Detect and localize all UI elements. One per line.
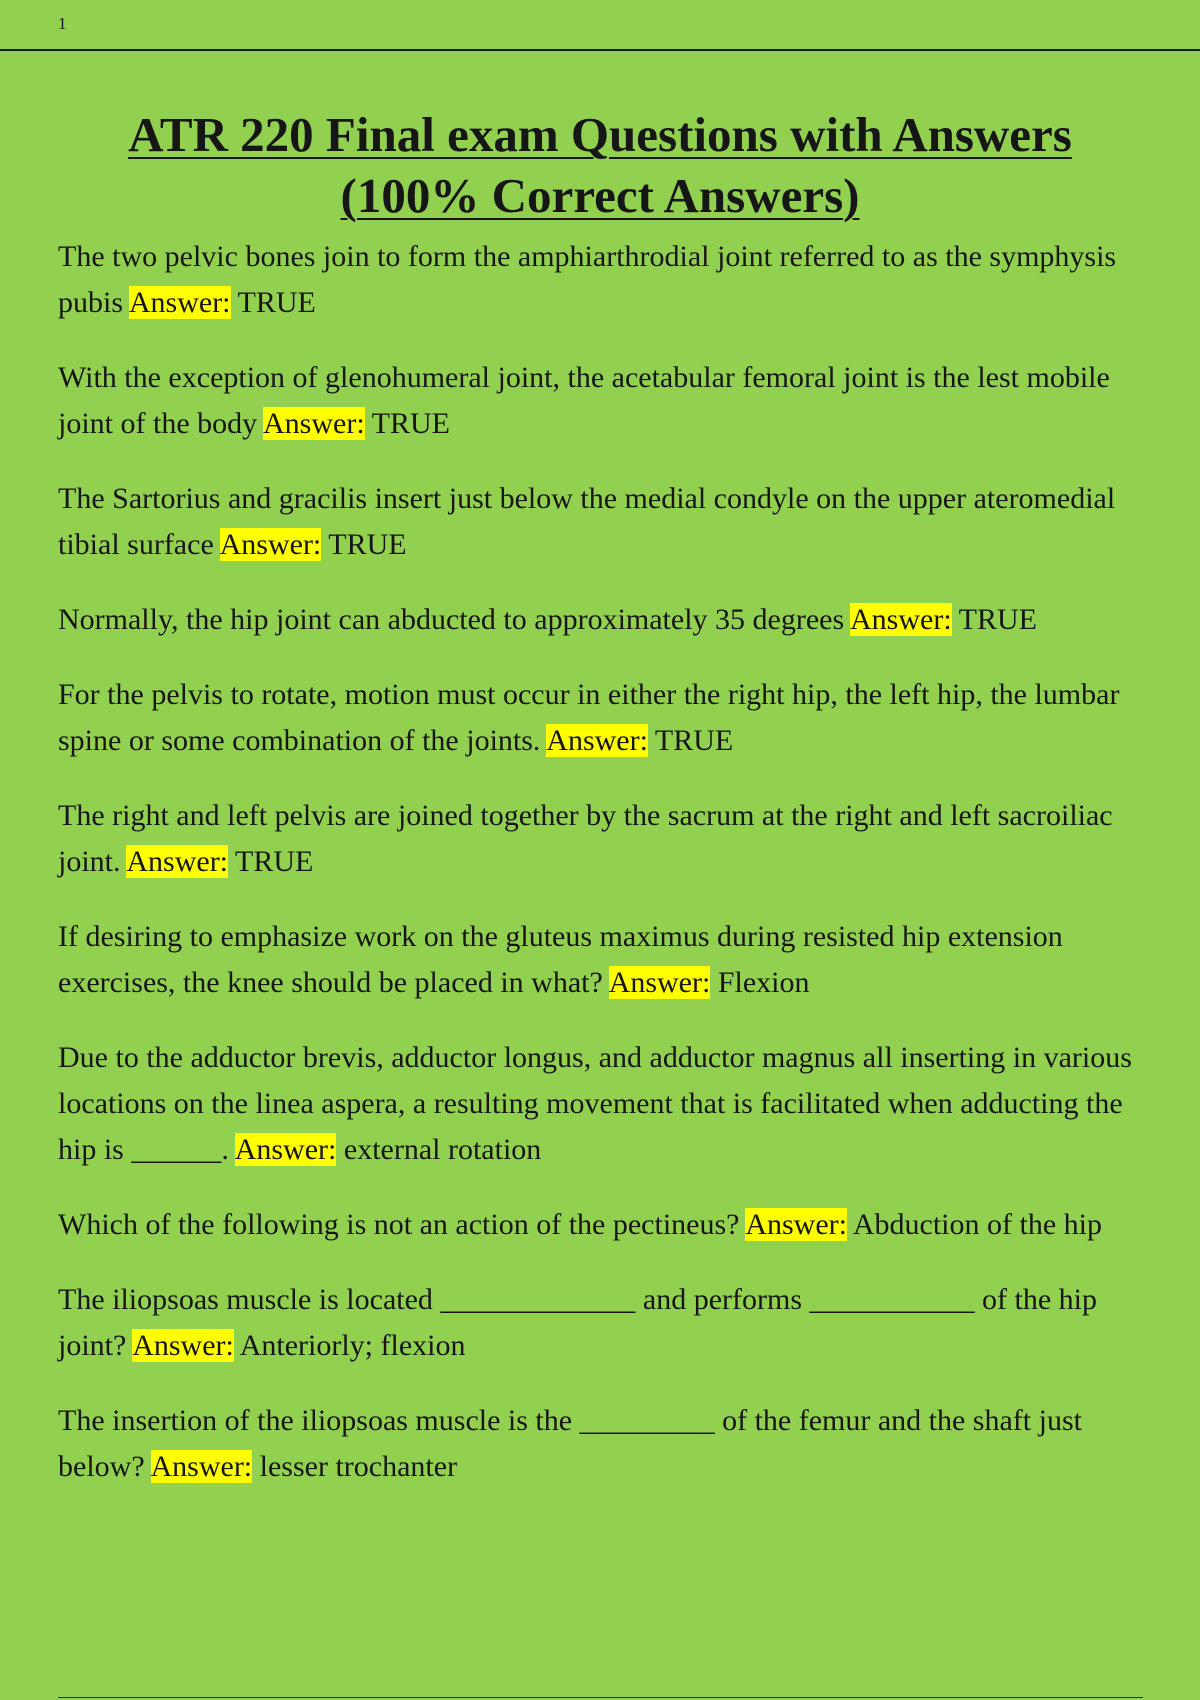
answer-label: Answer: — [219, 528, 322, 561]
question-text: With the exception of glenohumeral joint, the acetabular femoral joint is the lest mobile joint of the body — [58, 361, 1110, 440]
qa-item — [58, 914, 1138, 1006]
answer-label: Answer: — [128, 286, 231, 319]
answer-text: TRUE — [237, 286, 316, 319]
answer-label: Answer: — [745, 1208, 847, 1241]
answer-label: Answer: — [234, 1133, 337, 1166]
qa-item — [58, 476, 1138, 568]
question-text: Normally, the hip joint can abducted to approximately 35 degrees — [58, 603, 845, 636]
answer-label: Answer: — [150, 1450, 253, 1483]
question-text: For the pelvis to rotate, motion must occur in either the right hip, the left hip, the lumbar spine or some combination of the joints. — [58, 678, 1120, 757]
answer-text: TRUE — [371, 407, 450, 440]
title-line-2: (100% Correct Answers) — [340, 168, 860, 223]
qa-item — [58, 234, 1138, 326]
answer-label: Answer: — [132, 1329, 234, 1362]
question-text: The two pelvic bones join to form the amphiarthrodial joint referred to as the symphysis pubis — [58, 240, 1117, 319]
qa-item — [58, 597, 1138, 643]
qa-item — [58, 793, 1138, 885]
question-text: The Sartorius and gracilis insert just below the medial condyle on the upper ateromedial tibial surface — [58, 482, 1116, 561]
answer-text: TRUE — [654, 724, 734, 757]
answer-text: Abduction of the hip — [852, 1208, 1102, 1241]
answer-label: Answer: — [126, 845, 229, 878]
answer-text: Flexion — [717, 966, 810, 999]
answer-label: Answer: — [546, 724, 648, 757]
answer-text: TRUE — [235, 845, 314, 878]
question-text: Which of the following is not an action of the pectineus? — [58, 1208, 740, 1241]
qa-item — [58, 1202, 1138, 1248]
qa-item — [58, 672, 1138, 764]
answer-label: Answer: — [608, 966, 711, 999]
document-title — [40, 104, 1160, 226]
header-rule — [0, 49, 1200, 51]
qa-item — [58, 1398, 1138, 1490]
qa-list — [58, 234, 1138, 1519]
qa-item — [58, 355, 1138, 447]
qa-item — [58, 1035, 1138, 1173]
footer-rule — [58, 1697, 1143, 1698]
page-number: 1 — [58, 14, 67, 33]
answer-text: external rotation — [343, 1133, 542, 1166]
answer-text: TRUE — [958, 603, 1037, 636]
answer-text: Anteriorly; flexion — [239, 1329, 466, 1362]
qa-item — [58, 1277, 1138, 1369]
question-text: The insertion of the iliopsoas muscle is the _________ of the femur and the shaft just below? — [58, 1404, 1082, 1483]
answer-text: lesser trochanter — [259, 1450, 458, 1483]
question-text: The right and left pelvis are joined together by the sacrum at the right and left sacroiliac joint. — [58, 799, 1113, 878]
answer-text: TRUE — [328, 528, 407, 561]
question-text: If desiring to emphasize work on the gluteus maximus during resisted hip extension exercises, the knee should be placed in what? — [58, 920, 1063, 999]
answer-label: Answer: — [850, 603, 952, 636]
title-line-1: ATR 220 Final exam Questions with Answers — [128, 107, 1072, 162]
question-text: The iliopsoas muscle is located _____________ and performs ___________ of the hip joint? — [58, 1283, 1097, 1362]
question-text: Due to the adductor brevis, adductor longus, and adductor magnus all inserting in various locations on the linea aspera, a resulting movement that is facilitated when adducting the hip is ______. — [58, 1041, 1132, 1166]
answer-label: Answer: — [263, 407, 365, 440]
